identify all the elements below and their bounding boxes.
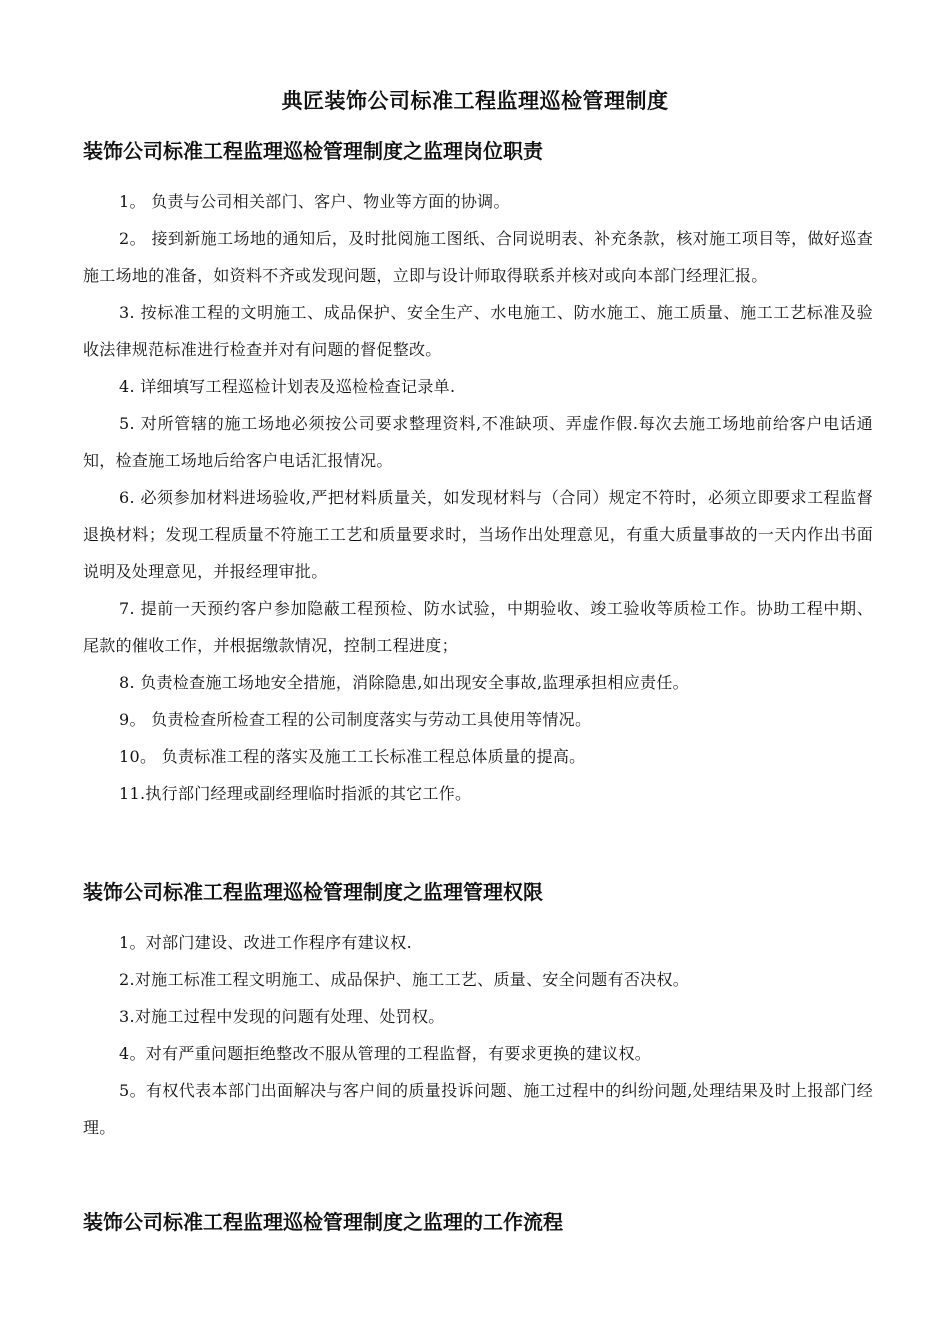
section-supervisor-authority bbox=[83, 878, 873, 1146]
duty-item-3: 3. 按标准工程的文明施工、成品保护、安全生产、水电施工、防水施工、施工质量、施工工艺标准及验收法律规范标准进行检查并对有问题的督促整改。 bbox=[83, 303, 873, 359]
document-title: 典匠装饰公司标准工程监理巡检管理制度 bbox=[281, 89, 669, 113]
authority-list bbox=[83, 924, 873, 1146]
duty-item-9: 9。 负责检查所检查工程的公司制度落实与劳动工具使用等情况。 bbox=[119, 710, 592, 729]
section-heading: 装饰公司标准工程监理巡检管理制度之监理管理权限 bbox=[83, 880, 543, 904]
authority-item-4: 4。对有严重问题拒绝整改不服从管理的工程监督，有要求更换的建议权。 bbox=[119, 1044, 652, 1063]
duty-item-8: 8. 负责检查施工场地安全措施，消除隐患,如出现安全事故,监理承担相应责任。 bbox=[119, 673, 689, 692]
section-heading: 装饰公司标准工程监理巡检管理制度之监理的工作流程 bbox=[83, 1210, 563, 1234]
duty-item-2: 2。 接到新施工场地的通知后，及时批阅施工图纸、合同说明表、补充条款，核对施工项目等，做好巡查施工场地的准备，如资料不齐或发现问题，立即与设计师取得联系并核对或向本部门经理汇报。 bbox=[83, 229, 873, 285]
duty-item-6: 6. 必须参加材料进场验收,严把材料质量关，如发现材料与（合同）规定不符时，必须立即要求工程监督退换材料；发现工程质量不符施工工艺和质量要求时，当场作出处理意见，有重大质量事故的一天内作出书面说明及处理意见，并报经理审批。 bbox=[83, 488, 873, 581]
section-heading: 装饰公司标准工程监理巡检管理制度之监理岗位职责 bbox=[83, 139, 543, 163]
duty-item-7: 7. 提前一天预约客户参加隐蔽工程预检、防水试验，中期验收、竣工验收等质检工作。协助工程中期、尾款的催收工作，并根据缴款情况，控制工程进度； bbox=[83, 599, 873, 655]
duty-item-11: 11.执行部门经理或副经理临时指派的其它工作。 bbox=[119, 784, 472, 803]
authority-item-3: 3.对施工过程中发现的问题有处理、处罚权。 bbox=[119, 1007, 445, 1026]
duty-item-1: 1。 负责与公司相关部门、客户、物业等方面的协调。 bbox=[119, 192, 510, 211]
duty-item-10: 10。 负责标准工程的落实及施工工长标准工程总体质量的提高。 bbox=[119, 747, 586, 766]
authority-item-5: 5。有权代表本部门出面解决与客户间的质量投诉问题、施工过程中的纠纷问题,处理结果及时上报部门经理。 bbox=[83, 1081, 873, 1137]
authority-item-1: 1。对部门建设、改进工作程序有建议权. bbox=[119, 933, 412, 952]
authority-item-2: 2.对施工标准工程文明施工、成品保护、施工工艺、质量、安全问题有否决权。 bbox=[119, 970, 690, 989]
duty-list bbox=[83, 183, 873, 812]
duty-item-5: 5. 对所管辖的施工场地必须按公司要求整理资料,不准缺项、弄虚作假.每次去施工场地前给客户电话通知，检查施工场地后给客户电话汇报情况。 bbox=[83, 414, 873, 470]
section-supervisor-workflow bbox=[83, 1208, 873, 1236]
section-supervisor-duties bbox=[83, 137, 873, 812]
duty-item-4: 4. 详细填写工程巡检计划表及巡检检查记录单. bbox=[119, 377, 456, 396]
